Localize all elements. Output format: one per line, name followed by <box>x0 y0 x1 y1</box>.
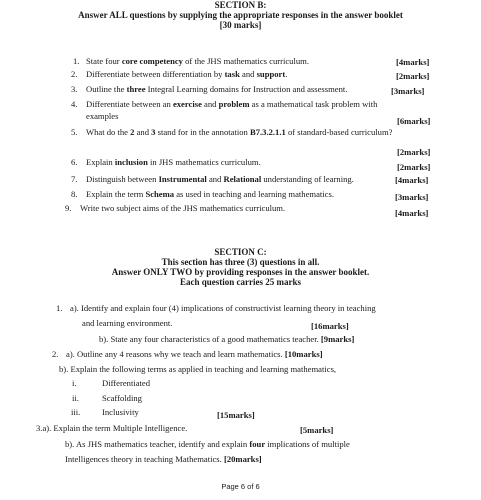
question-text: b). Explain the following terms as applied in teaching and learning mathematics, <box>59 364 337 374</box>
question-marks: [2marks] <box>397 147 431 157</box>
question-number: 2. <box>71 69 78 79</box>
question-marks: [4marks] <box>396 57 430 67</box>
section-b-title: SECTION B: <box>214 0 267 10</box>
question-marks: [3marks] <box>391 86 425 96</box>
question-marks: [4marks] <box>395 175 429 185</box>
question-number: 3. <box>71 84 78 94</box>
question-text-continued: and learning environment. <box>82 318 173 328</box>
question-number: 5. <box>71 127 78 137</box>
question-number: 4. <box>71 99 78 109</box>
question-text: Differentiate between an exercise and problem as a mathematical task problem with <box>86 99 378 109</box>
question-text-continued: examples <box>86 111 119 121</box>
question-text: 3.a). Explain the term Multiple Intelligence. <box>36 423 188 433</box>
question-text: Explain inclusion in JHS mathematics curriculum. <box>86 157 261 167</box>
term-text: Inclusivity <box>102 407 139 417</box>
question-marks: [4marks] <box>395 208 429 218</box>
question-text: a). Identify and explain four (4) implications of constructivist learning theory in teaching <box>70 303 376 313</box>
question-number: 1. <box>56 303 63 313</box>
section-c-title: SECTION C: <box>214 247 267 257</box>
question-text: State four core competency of the JHS mathematics curriculum. <box>86 56 309 66</box>
question-text: a). Outline any 4 reasons why we teach and learn mathematics. [10marks] <box>66 349 323 359</box>
question-number: 8. <box>71 189 78 199</box>
question-text: Explain the term Schema as used in teaching and learning mathematics. <box>86 189 334 199</box>
term-text: Differentiated <box>102 378 151 388</box>
question-marks: [15marks] <box>217 410 255 420</box>
section-c-line1: This section has three (3) questions in all. <box>161 257 320 267</box>
question-number: 9. <box>65 203 72 213</box>
question-text: b). State any four characteristics of a good mathematics teacher. [9marks] <box>99 334 355 344</box>
section-c-line3: Each question carries 25 marks <box>180 277 301 287</box>
question-marks: [2marks] <box>397 162 431 172</box>
question-marks: [5marks] <box>300 425 334 435</box>
question-text: b). As JHS mathematics teacher, identify and explain four implications of multiple <box>65 439 350 449</box>
term-roman: iii. <box>71 407 81 417</box>
question-number: 6. <box>71 157 78 167</box>
question-text: Write two subject aims of the JHS mathematics curriculum. <box>80 203 286 213</box>
question-marks: [2marks] <box>396 71 430 81</box>
section-c-line2: Answer ONLY TWO by providing responses in the answer booklet. <box>111 267 370 277</box>
question-text: Distinguish between Instrumental and Relational understanding of learning. <box>86 174 354 184</box>
question-text: Outline the three Integral Learning domains for Instruction and assessment. <box>86 84 348 94</box>
term-text: Scaffolding <box>102 393 142 403</box>
page-number: Page 6 of 6 <box>221 482 260 491</box>
term-roman: i. <box>72 378 77 388</box>
question-marks: [16marks] <box>311 321 349 331</box>
question-number: 1. <box>73 56 80 66</box>
question-text: Differentiate between differentiation by task and support. <box>86 69 288 79</box>
section-b-marks: [30 marks] <box>219 20 262 30</box>
question-text: What do the 2 and 3 stand for in the annotation B7.3.2.1.1 of standard-based curriculum? <box>86 127 393 137</box>
section-b-instruction: Answer ALL questions by supplying the appropriate responses in the answer booklet <box>78 10 403 20</box>
question-number: 2. <box>52 349 59 359</box>
question-marks: [6marks] <box>397 116 431 126</box>
term-roman: ii. <box>72 393 79 403</box>
question-marks: [3marks] <box>395 192 429 202</box>
question-number: 7. <box>71 174 78 184</box>
question-text-continued: Intelligences theory in teaching Mathematics. [20marks] <box>65 454 262 464</box>
